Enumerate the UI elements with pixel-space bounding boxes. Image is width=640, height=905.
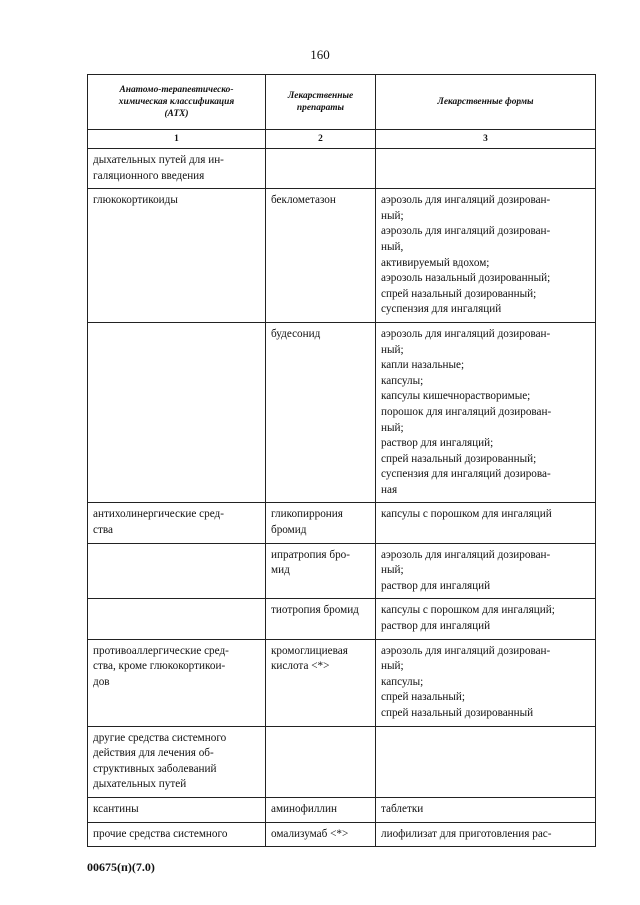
cell-line: другие средства системного (93, 731, 227, 744)
cell-line: ный; (381, 209, 404, 222)
cell-line: ный; (381, 660, 404, 673)
cell-line: дов (93, 675, 110, 688)
dosage-form-cell (376, 322, 596, 503)
cell-line: ный; (381, 421, 404, 434)
dosage-form-cell (376, 797, 596, 822)
atx-drug-table (87, 74, 596, 847)
cell-line: аминофиллин (271, 802, 337, 815)
dosage-form-cell (376, 726, 596, 797)
cell-line: гликопиррония (271, 508, 343, 521)
atx-class-cell (88, 503, 266, 543)
drug-name-cell (266, 599, 376, 639)
cell-line: активируемый вдохом; (381, 256, 490, 269)
cell-line: капсулы кишечнорастворимые; (381, 390, 531, 403)
cell-line: спрей назальный; (381, 691, 466, 704)
cell-line: тиотропия бромид (271, 604, 359, 617)
cell-line: таблетки (381, 802, 424, 815)
cell-line: дыхательных путей для ин- (93, 154, 224, 166)
atx-class-cell (88, 726, 266, 797)
atx-class-cell (88, 543, 266, 599)
dosage-form-cell (376, 599, 596, 639)
cell-line: противоаллергические сред- (93, 644, 229, 657)
cell-line: капсулы; (381, 374, 424, 387)
cell-line: аэрозоль назальный дозированный; (381, 272, 551, 285)
cell-line: будесонид (271, 327, 321, 340)
header-line: Лекарственные (287, 91, 354, 101)
cell-line: аэрозоль для ингаляций дозирован- (381, 327, 551, 340)
table-row (88, 543, 596, 599)
drug-name-cell (266, 726, 376, 797)
drug-name-cell (266, 639, 376, 726)
atx-class-cell (88, 599, 266, 639)
dosage-form-cell (376, 822, 596, 847)
cell-line: капли назальные; (381, 359, 465, 372)
drug-name-cell (266, 322, 376, 503)
atx-class-cell (88, 797, 266, 822)
cell-line: омализумаб <*> (271, 827, 349, 840)
drug-name-cell (266, 149, 376, 189)
cell-line: аэрозоль для ингаляций дозирован- (381, 194, 551, 207)
cell-line: структивных заболеваний (93, 762, 217, 775)
atx-class-cell (88, 149, 266, 189)
header-line: (АТХ) (164, 109, 189, 119)
table-row (88, 599, 596, 639)
dosage-form-cell (376, 149, 596, 189)
table-row (88, 726, 596, 797)
cell-line: ный; (381, 564, 404, 577)
dosage-form-cell (376, 639, 596, 726)
cell-line: прочие средства системного (93, 827, 228, 840)
table-row (88, 322, 596, 503)
footer-code: 00675(п)(7.0) (87, 860, 155, 874)
dosage-form-cell (376, 503, 596, 543)
cell-line: спрей назальный дозированный (381, 707, 534, 719)
header-line: препараты (296, 103, 345, 113)
cell-line: лиофилизат для приготовления рас- (381, 827, 552, 840)
cell-line: спрей назальный дозированный; (381, 452, 537, 465)
cell-line: действия для лечения об- (93, 747, 214, 760)
cell-line: кислота <*> (271, 660, 330, 673)
cell-line: суспензия для ингаляций (381, 303, 502, 316)
cell-line: бромид (271, 524, 307, 537)
column-number: 2 (266, 130, 376, 149)
cell-line: капсулы с порошком для ингаляций (381, 508, 552, 521)
cell-line: ксантины (93, 802, 139, 815)
table-row (88, 189, 596, 323)
cell-line: порошок для ингаляций дозирован- (381, 405, 552, 418)
table-row (88, 822, 596, 847)
cell-line: глюкокортикоиды (93, 194, 178, 207)
cell-line: ный, (381, 240, 404, 253)
cell-line: галяционного введения (93, 169, 205, 182)
cell-line: антихолинергические сред- (93, 508, 224, 521)
table-body (88, 149, 596, 847)
cell-line: ная (381, 483, 398, 496)
cell-line: дыхательных путей (93, 778, 187, 791)
atx-class-cell (88, 639, 266, 726)
cell-line: мид (271, 564, 290, 577)
dosage-form-cell (376, 189, 596, 323)
header-line: Анатомо-терапевтическо- (119, 85, 234, 95)
cell-line: беклометазон (271, 194, 336, 207)
cell-line: ства (93, 524, 113, 537)
atx-class-cell (88, 189, 266, 323)
cell-line: ства, кроме глюкокортикои- (93, 660, 226, 673)
header-atx-classification (88, 75, 266, 130)
cell-line: капсулы; (381, 675, 424, 688)
cell-line: раствор для ингаляций (381, 579, 491, 592)
table-row (88, 503, 596, 543)
header-line: химическая классификация (118, 97, 235, 107)
drug-name-cell (266, 503, 376, 543)
column-number: 3 (376, 130, 596, 149)
atx-class-cell (88, 322, 266, 503)
drug-name-cell (266, 189, 376, 323)
cell-line: аэрозоль для ингаляций дозирован- (381, 225, 551, 238)
drug-name-cell (266, 543, 376, 599)
table-header-row (88, 75, 596, 130)
header-line: Лекарственные формы (437, 97, 534, 107)
header-dosage-forms (376, 75, 596, 130)
cell-line: кромоглициевая (271, 644, 348, 657)
table-row (88, 797, 596, 822)
cell-line: ипратропия бро- (271, 548, 350, 561)
table-row (88, 149, 596, 189)
page-number: 160 (310, 47, 330, 62)
header-drugs (266, 75, 376, 130)
dosage-form-cell (376, 543, 596, 599)
column-number: 1 (88, 130, 266, 149)
column-number-row (88, 130, 596, 149)
cell-line: аэрозоль для ингаляций дозирован- (381, 548, 551, 561)
cell-line: раствор для ингаляций (381, 620, 491, 633)
drug-name-cell (266, 822, 376, 847)
cell-line: раствор для ингаляций; (381, 437, 494, 450)
cell-line: суспензия для ингаляций дозирова- (381, 468, 551, 481)
cell-line: капсулы с порошком для ингаляций; (381, 604, 555, 617)
drug-name-cell (266, 797, 376, 822)
cell-line: ный; (381, 343, 404, 356)
atx-class-cell (88, 822, 266, 847)
table-row (88, 639, 596, 726)
cell-line: спрей назальный дозированный; (381, 287, 537, 300)
cell-line: аэрозоль для ингаляций дозирован- (381, 644, 551, 657)
